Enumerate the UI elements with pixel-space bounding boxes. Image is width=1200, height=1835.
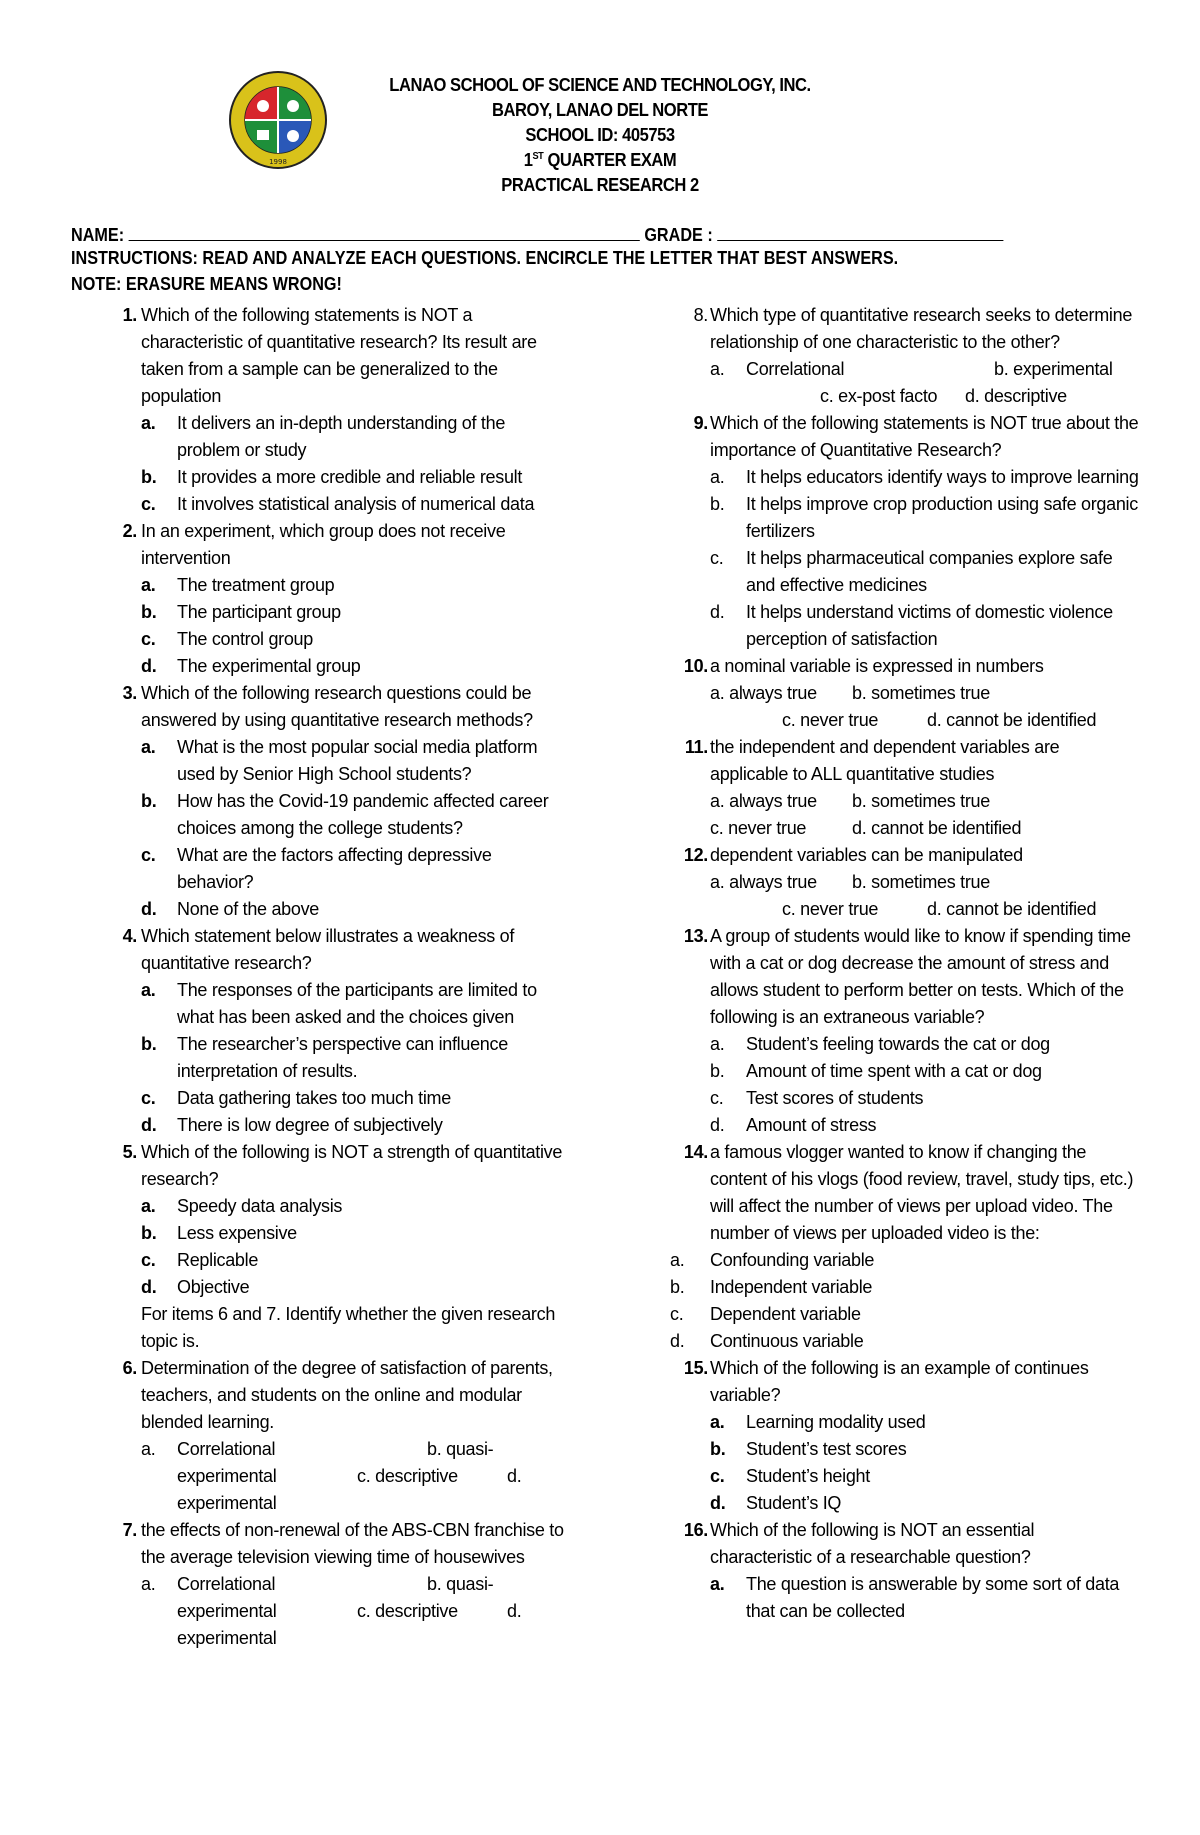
instructions: INSTRUCTIONS: READ AND ANALYZE EACH QUESTIONS. ENCIRCLE THE LETTER THAT BEST ANSWERS. [71, 248, 899, 268]
option[interactable]: b. Student’s test scores [710, 1439, 907, 1459]
option-row[interactable]: a. Correlational b. quasi- [141, 1439, 494, 1459]
option[interactable]: a. The responses of the participants are limited to what has been asked and the choices given [141, 980, 537, 1027]
option[interactable]: a. Learning modality used [710, 1412, 926, 1432]
svg-text:1998: 1998 [269, 158, 287, 166]
option[interactable]: b. It provides a more credible and reliable result [141, 467, 523, 487]
option[interactable]: a. What is the most popular social media platform used by Senior High School students? [141, 737, 538, 784]
option-row[interactable]: c. ex-post facto d. descriptive [820, 386, 1067, 406]
grade-field[interactable] [717, 222, 1003, 241]
option[interactable]: a. It helps educators identify ways to improve learning [710, 467, 1139, 487]
option[interactable]: c. The control group [141, 629, 313, 649]
option-row[interactable]: experimental [177, 1493, 277, 1513]
school-seal-logo [225, 70, 331, 170]
option-row[interactable]: a. Correlational b. experimental [710, 359, 1113, 379]
question-3: 3. Which of the following research questions could be answered by using quantitative research methods? [122, 683, 533, 730]
option[interactable]: d. Objective [141, 1277, 250, 1297]
question-15: 15. Which of the following is an example of continues variable? [683, 1358, 1089, 1405]
name-field[interactable] [129, 222, 640, 241]
option[interactable]: d. None of the above [141, 899, 320, 919]
question-6: 6. Determination of the degree of satisfaction of parents, teachers, and students on the online and modular blended learning. [122, 1358, 553, 1432]
question-16: 16. Which of the following is NOT an essential characteristic of a researchable question? [683, 1520, 1035, 1567]
subject-title: PRACTICAL RESEARCH 2 [501, 175, 699, 195]
school-id: SCHOOL ID: 405753 [525, 125, 675, 145]
option[interactable]: c. It helps pharmaceutical companies explore safe and effective medicines [710, 548, 1113, 595]
option[interactable]: b. The researcher’s perspective can influence interpretation of results. [141, 1034, 508, 1081]
left-column [105, 302, 565, 1652]
right-column [670, 302, 1140, 1625]
question-5: 5. Which of the following is NOT a strength of quantitative research? [122, 1142, 563, 1189]
name-label: NAME: [71, 225, 125, 245]
question-8: 8. Which type of quantitative research seeks to determine relationship of one characteristic to the other? [693, 305, 1133, 352]
option[interactable]: d. Student’s IQ [710, 1493, 842, 1513]
question-7: 7. the effects of non-renewal of the ABS-CBN franchise to the average television viewing time of housewives [122, 1520, 564, 1567]
option-row[interactable]: experimental [177, 1628, 277, 1648]
option[interactable]: a. The treatment group [141, 575, 335, 595]
options-11[interactable]: a. always true b. sometimes true c. never true d. cannot be identified [710, 791, 1022, 838]
option[interactable]: a. The question is answerable by some sort of data that can be collected [710, 1574, 1120, 1621]
school-address: BAROY, LANAO DEL NORTE [492, 100, 708, 120]
grade-label: GRADE : [644, 225, 713, 245]
question-2: 2. In an experiment, which group does not receive intervention [122, 521, 506, 568]
option[interactable]: a. Confounding variable [670, 1250, 875, 1270]
option[interactable]: a. Speedy data analysis [141, 1196, 343, 1216]
question-10: 10. a nominal variable is expressed in numbers [683, 656, 1044, 676]
option[interactable]: d. The experimental group [141, 656, 361, 676]
items-6-7-note: For items 6 and 7. Identify whether the given research topic is. [141, 1304, 556, 1351]
question-14: 14. a famous vlogger wanted to know if changing the content of his vlogs (food review, travel, study tips, etc.) will affect the number of views per upload video. The number of views per uploaded video is the: [683, 1142, 1134, 1243]
option[interactable]: d. Continuous variable [670, 1331, 864, 1351]
option[interactable]: c. Data gathering takes too much time [141, 1088, 451, 1108]
option[interactable]: d. It helps understand victims of domestic violence perception of satisfaction [710, 602, 1113, 649]
option[interactable]: a. Student’s feeling towards the cat or dog [710, 1034, 1050, 1054]
option[interactable]: c. Dependent variable [670, 1304, 861, 1324]
option[interactable]: b. Independent variable [670, 1277, 873, 1297]
option[interactable]: b. Amount of time spent with a cat or dog [710, 1061, 1042, 1081]
option[interactable]: b. Less expensive [141, 1223, 297, 1243]
option[interactable]: c. What are the factors affecting depressive behavior? [141, 845, 492, 892]
options-12[interactable]: a. always true b. sometimes true c. never true d. cannot be identified [710, 872, 1097, 919]
option[interactable]: b. It helps improve crop production using safe organic fertilizers [710, 494, 1138, 541]
option[interactable]: c. Student’s height [710, 1466, 870, 1486]
option[interactable]: c. Replicable [141, 1250, 259, 1270]
question-1: 1. Which of the following statements is NOT a characteristic of quantitative research? Its result are taken from a sample can be generalized to the population [122, 305, 537, 406]
option[interactable]: d. Amount of stress [710, 1115, 877, 1135]
option[interactable]: b. How has the Covid-19 pandemic affected career choices among the college students? [141, 791, 549, 838]
exam-title: 1ST QUARTER EXAM [523, 150, 677, 170]
option-row[interactable]: experimental c. descriptive d. [177, 1601, 522, 1621]
question-9: 9. Which of the following statements is NOT true about the importance of Quantitative Research? [693, 413, 1139, 460]
question-4: 4. Which statement below illustrates a weakness of quantitative research? [122, 926, 515, 973]
option-row[interactable]: experimental c. descriptive d. [177, 1466, 522, 1486]
option[interactable]: c. It involves statistical analysis of numerical data [141, 494, 535, 514]
erasure-note: NOTE: ERASURE MEANS WRONG! [71, 274, 342, 294]
option-row[interactable]: a. Correlational b. quasi- [141, 1574, 494, 1594]
option[interactable]: d. There is low degree of subjectively [141, 1115, 443, 1135]
options-10[interactable]: a. always true b. sometimes true c. never true d. cannot be identified [710, 683, 1097, 730]
question-11: 11. the independent and dependent variables are applicable to ALL quantitative studies [684, 737, 1060, 784]
question-12: 12. dependent variables can be manipulated [683, 845, 1023, 865]
option[interactable]: a. It delivers an in-depth understanding of the problem or study [141, 413, 506, 460]
question-13: 13. A group of students would like to know if spending time with a cat or dog decrease the amount of stress and allows student to perform better on tests. Which of the following is an extraneous variable? [683, 926, 1131, 1027]
name-grade-line [71, 222, 1003, 246]
option[interactable]: c. Test scores of students [710, 1088, 924, 1108]
option[interactable]: b. The participant group [141, 602, 341, 622]
school-name: LANAO SCHOOL OF SCIENCE AND TECHNOLOGY, INC. [389, 75, 811, 95]
